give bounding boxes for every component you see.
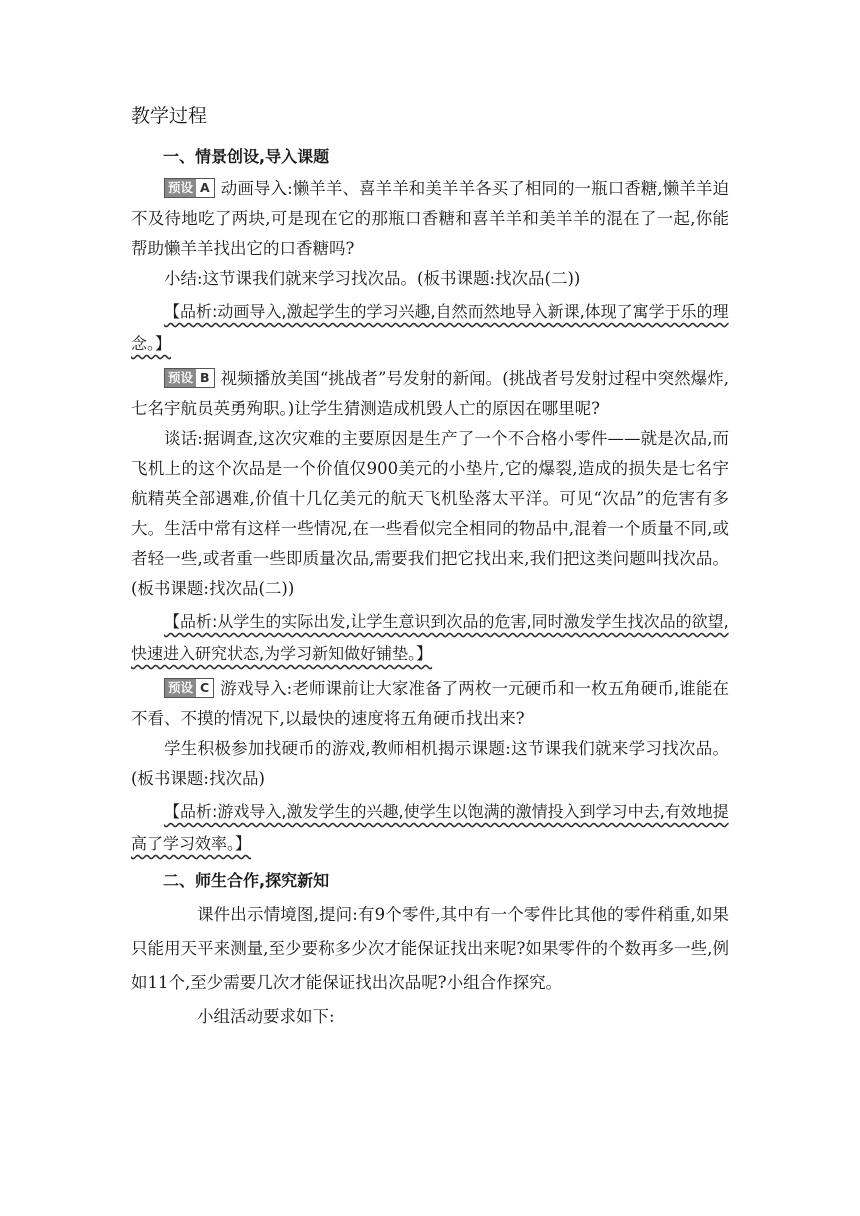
preset-a-analysis [131,296,729,360]
section-2-intro: 课件出示情境图,提问:有9个零件,其中有一个零件比其他的零件稍重,如果只能用天平来测量,至少要称多少次才能保证找出来呢?如果零件的个数再多一些,例如11个,至少需要几次才能保证找出次品呢?小组合作探究。 [131,905,729,992]
preset-badge-label: 预设 [165,679,196,697]
section-2-requirements: 小组活动要求如下: [197,1007,335,1026]
preset-a-paragraph [131,174,729,264]
preset-badge-label: 预设 [165,369,196,387]
preset-b-badge [164,368,215,388]
preset-c-analysis [131,796,729,860]
preset-a-text: 动画导入:懒羊羊、喜羊羊和美羊羊各买了相同的一瓶口香糖,懒羊羊迫不及待地吃了两块,可是现在它的那瓶口香糖和喜羊羊和美羊羊的混在了一起,你能帮助懒羊羊找出它的口香糖吗? [131,179,729,258]
section-heading-2: 二、师生合作,探究新知 [163,871,330,890]
preset-b-analysis-text: 【品析:从学生的实际出发,让学生意识到次品的危害,同时激发学生找次品的欲望,快速进入研究状态,为学习新知做好铺垫。】 [131,612,729,663]
preset-c-paragraph [131,674,729,734]
preset-badge-letter: C [196,679,213,697]
preset-b-text: 视频播放美国“挑战者”号发射的新闻。(挑战者号发射过程中突然爆炸,七名宇航员英勇殉职。)让学生猜测造成机毁人亡的原因在哪里呢? [131,369,729,418]
preset-b-analysis [131,606,729,670]
preset-c-activity: 学生积极参加找硬币的游戏,教师相机揭示课题:这节课我们就来学习找次品。(板书课题:找次品) [131,739,729,788]
section-heading-1: 一、情景创设,导入课题 [163,147,330,166]
preset-a-analysis-text: 【品析:动画导入,激起学生的学习兴趣,自然而然地导入新课,体现了寓学于乐的理念。】 [131,302,729,353]
preset-a-summary: 小结:这节课我们就来学习找次品。(板书课题:找次品(二)) [164,269,581,288]
preset-badge-label: 预设 [165,179,196,197]
preset-c-text: 游戏导入:老师课前让大家准备了两枚一元硬币和一枚五角硬币,谁能在不看、不摸的情况下,以最快的速度将五角硬币找出来? [131,679,729,728]
page-title: 教学过程 [131,105,208,127]
document-page [131,96,729,1034]
preset-a-badge [164,178,215,198]
preset-b-paragraph [131,364,729,424]
preset-c-badge [164,678,214,698]
preset-c-analysis-text: 【品析:游戏导入,激发学生的兴趣,使学生以饱满的激情投入到学习中去,有效地提高了学习效率。】 [131,802,729,853]
preset-b-talk: 谈话:据调查,这次灾难的主要原因是生产了一个不合格小零件——就是次品,而飞机上的这个次品是一个价值仅900美元的小垫片,它的爆裂,造成的损失是七名宇航精英全部遇难,价值十几亿美元的航天飞机坠落太平洋。可见“次品”的危害有多大。生活中常有这样一些情况,在一些看似完全相同的物品中,混着一个质量不同,或者轻一些,或者重一些即质量次品,需要我们把它找出来,我们把这类问题叫找次品。(板书课题:找次品(二)) [131,429,729,598]
preset-badge-letter: B [196,369,214,387]
preset-badge-letter: A [196,179,214,197]
